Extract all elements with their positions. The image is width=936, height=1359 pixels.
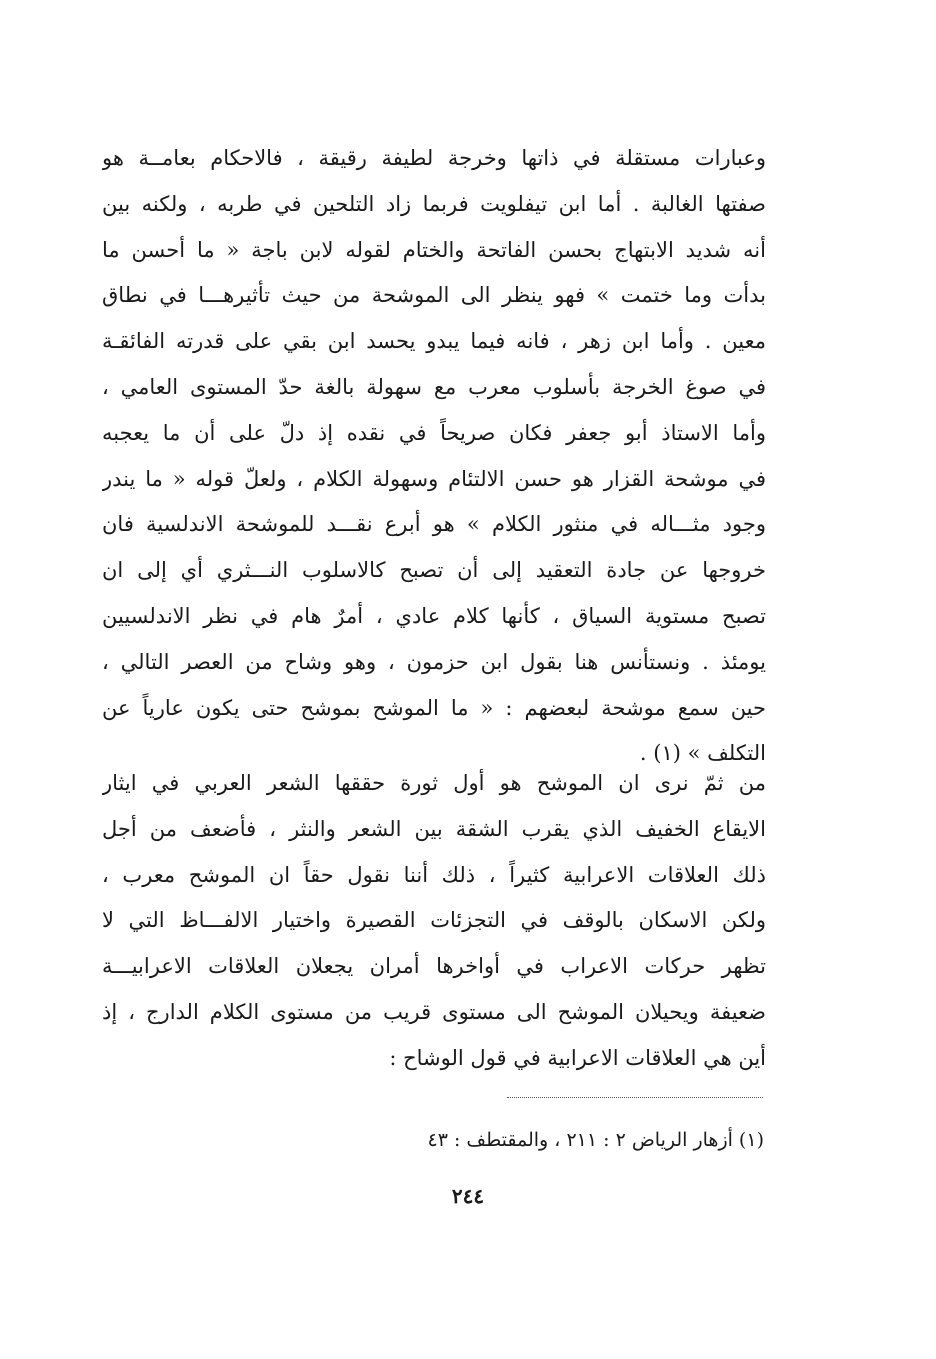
- text-line: من ثمّ نرى ان الموشح هو أول ثورة حققها الشعر العربي في ايثار: [102, 771, 766, 795]
- text-line: معين . وأما ابن زهر ، فانه فيما يبدو يحسد ابن بقي على قدرته الفائقـة: [102, 329, 766, 354]
- text-line: في صوغ الخرجة بأسلوب معرب مع سهولة بالغة حدّ المستوى العامي ،: [102, 374, 766, 399]
- text-line: ذلك العلاقات الاعرابية كثيراً ، ذلك أننا نقول حقاً ان الموشح معرب ،: [102, 862, 766, 887]
- text-line: وأما الاستاذ أبو جعفر فكان صريحاً في نقده إذ دلّ على أن ما يعجبه: [102, 420, 766, 445]
- text-line: التكلف » (١) .: [639, 741, 766, 766]
- text-line: وعبارات مستقلة في ذاتها وخرجة لطيفة رقيقة ، فالاحكام بعامــة هو: [102, 146, 766, 170]
- text-line: صفتها الغالبة . أما ابن تيفلويت فربما زاد التلحين في طربه ، ولكنه بين: [102, 191, 766, 216]
- paragraph-2: [102, 761, 766, 1082]
- paragraph-1: [102, 136, 766, 777]
- text-line: بدأت وما ختمت » فهو ينظر الى الموشحة من حيث تأثيرهـــا في نطاق: [102, 283, 766, 308]
- text-line: في موشحة القزار هو حسن الالتئام وسهولة الكلام ، ولعلّ قوله « ما يندر: [102, 466, 766, 491]
- text-line: تصبح مستوية السياق ، كأنها كلام عادي ، أمرٌ هام في نظر الاندلسيين: [102, 603, 766, 628]
- text-line: خروجها عن جادة التعقيد إلى أن تصبح كالاسلوب النـــثري أي إلى ان: [102, 558, 766, 583]
- text-line: ولكن الاسكان بالوقف في التجزئات القصيرة واختيار الالفـــاظ التي لا: [102, 908, 766, 933]
- footnote: (١) أزهار الرياض ٢ : ٢١١ ، والمقتطف : ٤٣: [427, 1129, 764, 1151]
- text-line: ضعيفة ويحيلان الموشح الى مستوى قريب من مستوى الكلام الدارج ، إذ: [102, 999, 766, 1024]
- footnote-divider: [507, 1097, 763, 1098]
- text-line: تظهر حركات الاعراب في أواخرها أمران يجعلان العلاقات الاعرابيـــة: [102, 954, 766, 979]
- text-line: حين سمع موشحة لبعضهم : « ما الموشح بموشح حتى يكون عارياً عن: [102, 695, 766, 720]
- text-line: أنه شديد الابتهاج بحسن الفاتحة والختام لقوله لابن باجة « ما أحسن ما: [102, 237, 766, 262]
- page-number: ٢٤٤: [451, 1184, 485, 1208]
- text-line: الايقاع الخفيف الذي يقرب الشقة بين الشعر والنثر ، فأضعف من أجل: [102, 816, 766, 841]
- text-line: أين هي العلاقات الاعرابية في قول الوشاح :: [389, 1045, 766, 1070]
- text-line: وجود مثـــاله في منثور الكلام » هو أبرع نقـــد للموشحة الاندلسية فان: [102, 512, 766, 537]
- text-line: يومئذ . ونستأنس هنا بقول ابن حزمون ، وهو وشاح من العصر التالي ،: [102, 649, 766, 674]
